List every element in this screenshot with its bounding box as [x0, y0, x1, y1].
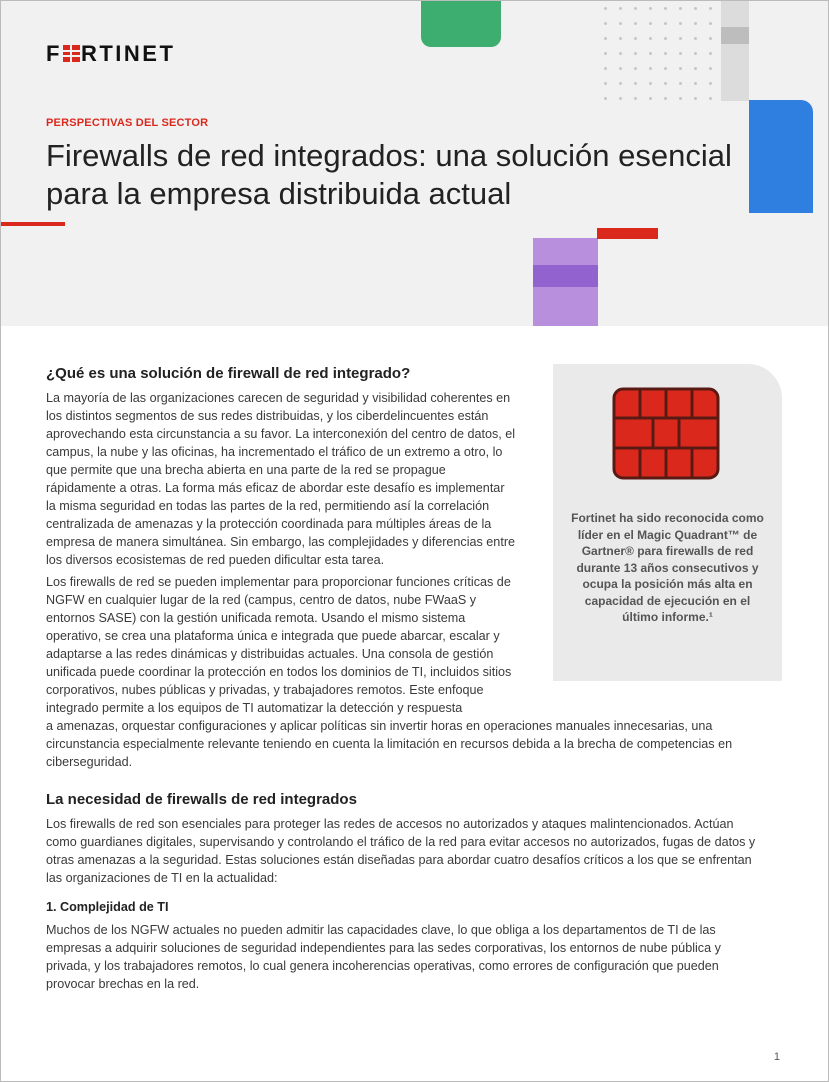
page-number: 1: [773, 1051, 780, 1063]
green-block-decoration: [421, 1, 501, 47]
blue-block-decoration: [749, 100, 813, 213]
body-paragraph: Los firewalls de red se pueden implementar para proporcionar funciones críticas de NGFW en cualquier lugar de la red (campus, centro de datos, nube FWaaS y entornos SASE) con la gestión unificada remota. Usando el mismo sistema operativo, se crea una plataforma única e integrada que puede abarcar, escalar y adaptarse a las redes dinámicas y distribuidas actuales. Una consola de gestión unificada puede coordinar la protección en todos los dominios de TI, incluidos sitios corporativos, nubes públicas y privadas, y trabajadores remotos. Este enfoque integrado permite a los equipos de TI automatizar la detección y respuesta: [46, 575, 512, 715]
body-paragraph: Los firewalls de red son esenciales para proteger las redes de accesos no autorizados y ataques malintencionados. Actúan como guardianes digitales, supervisando y controlando el tráfico de la red para evitar accesos no autorizados, fugas de datos y otras amenazas a la seguridad. Estas soluciones están diseñadas para abordar cuatro desafíos críticos a los que se enfrentan las organizaciones de TI en la actualidad:: [46, 817, 756, 885]
section-heading-what-is: ¿Qué es una solución de firewall de red integrado?: [46, 365, 411, 382]
eyebrow-label: PERSPECTIVAS DEL SECTOR: [46, 117, 209, 129]
logo-letter-f: F: [46, 41, 62, 66]
logo-grid-icon: [63, 45, 80, 62]
subheading-it-complexity: 1. Complejidad de TI: [46, 900, 169, 914]
logo-letters-rtinet: RTINET: [80, 41, 176, 66]
section-heading-need: La necesidad de firewalls de red integrados: [46, 791, 357, 808]
gray-block-stripe: [721, 27, 749, 44]
header-banner: [1, 1, 829, 326]
red-accent-bar-right: [597, 228, 658, 239]
purple-block-stripe: [533, 265, 598, 287]
gray-block-decoration: [721, 1, 749, 101]
body-paragraph: a amenazas, orquestar configuraciones y aplicar políticas sin invertir horas en operaciones manuales innecesarias, una circunstancia especialmente relevante teniendo en cuenta la limitación en recursos debida a la brecha de competencias en ciberseguridad.: [46, 719, 733, 769]
fortinet-logo: [46, 41, 175, 67]
body-paragraph: La mayoría de las organizaciones carecen de seguridad y visibilidad coherentes en los distintos segmentos de sus redes distribuidas, y los ciberdelincuentes están aprovechando esta circunstancia a su favor. La interconexión del centro de datos, el campus, la nube y las oficinas, ha incrementado el tráfico de un extremo a otro, lo que permite que una brecha abierta en una parte de la red se propague rápidamente a otras. La forma más eficaz de abordar este desafío es implementar la misma seguridad en todas las partes de la red, permitiendo así la correlación centralizada de amenazas y la protección coordinada para múltiples áreas de la empresa de manera simultánea. Sin embargo, las complejidades y diferencias entre los diversos ecosistemas de red pueden dificultar esta tarea.: [46, 391, 516, 567]
red-accent-bar-left: [1, 222, 65, 226]
page-title: Firewalls de red integrados: una solución esencial para la empresa distribuida actual: [46, 138, 732, 211]
firewall-brick-icon: [612, 387, 720, 480]
callout-sidebar: [553, 364, 782, 681]
body-paragraph: Muchos de los NGFW actuales no pueden admitir las capacidades clave, lo que obliga a los departamentos de TI de las empresas a adquirir soluciones de seguridad independientes para las sedes corporativas, los entornos de nube pública y privada, y los trabajadores remotos, lo cual genera incoherencias operativas, como errores de configuración que pueden provocar brechas en la red.: [46, 923, 721, 991]
callout-text: Fortinet ha sido reconocida como líder en el Magic Quadrant™ de Gartner® para firewalls de red durante 13 años consecutivos y ocupa la posición más alta en capacidad de ejecución en el último informe.¹: [571, 511, 764, 624]
